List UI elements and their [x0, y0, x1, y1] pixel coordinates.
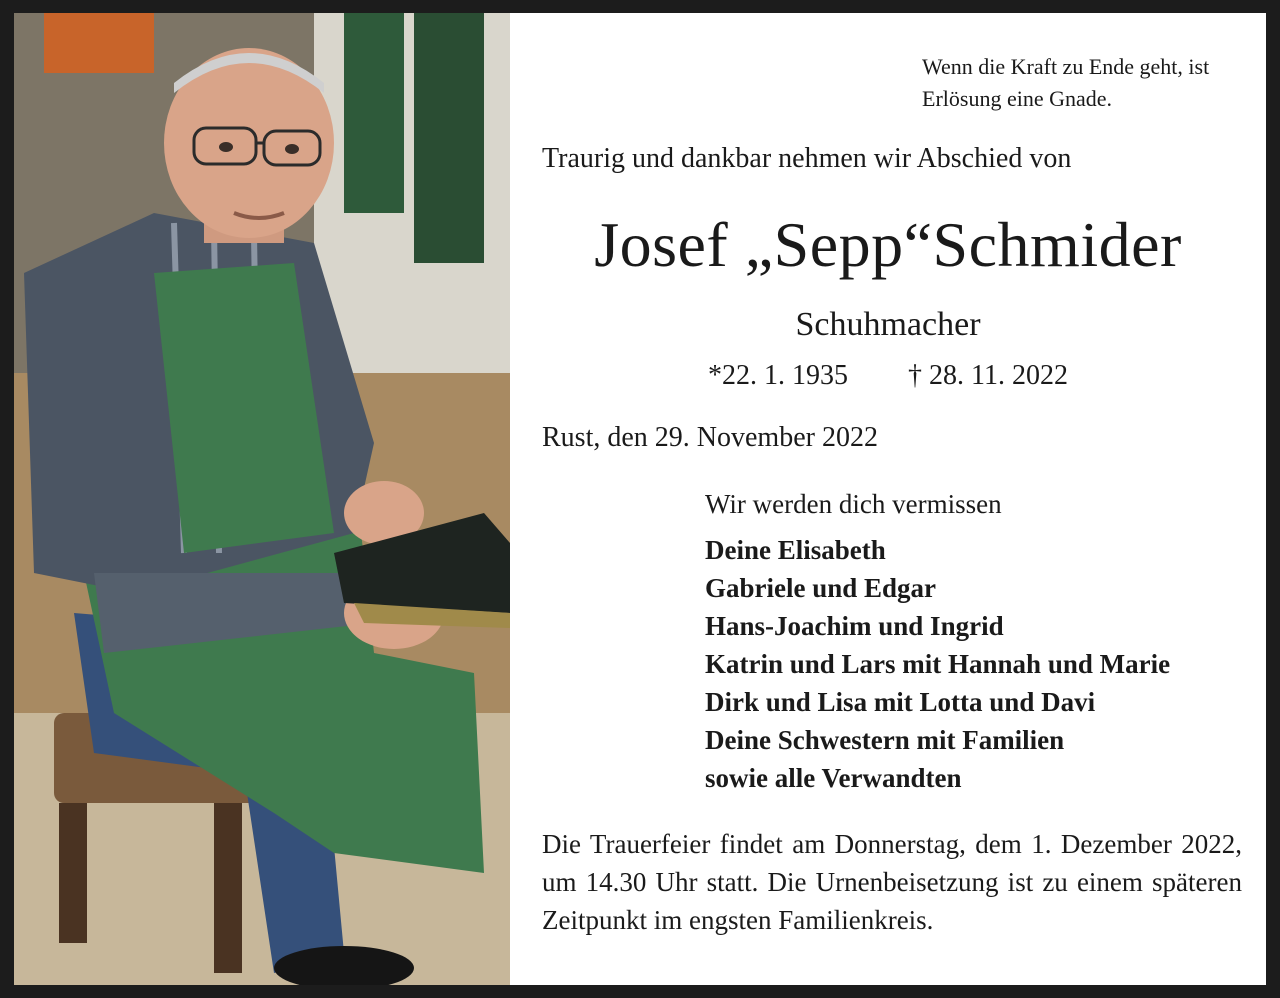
mourner-item: Katrin und Lars mit Hannah und Marie: [705, 649, 1171, 679]
birth-date: *22. 1. 1935: [708, 360, 849, 391]
mourner-item: Hans-Joachim und Ingrid: [705, 611, 1004, 641]
mourner-item: Gabriele und Edgar: [705, 573, 937, 603]
portrait-photo: [14, 13, 510, 985]
miss-line: Wir werden dich vermissen: [705, 489, 1002, 519]
mourner-item: Deine Schwestern mit Familien: [705, 725, 1065, 755]
life-dates: [510, 360, 1266, 392]
profession: Schuhmacher: [795, 306, 981, 343]
funeral-announcement: Die Trauerfeier findet am Donnerstag, dem 1. Dezember 2022, um 14.30 Uhr statt. Die Urnenbeisetzung ist zu einem späteren Zeitpunkt im engsten Familienkreis.: [542, 829, 1242, 935]
obituary-text-panel: [510, 13, 1266, 985]
death-date: † 28. 11. 2022: [908, 360, 1068, 391]
mourner-item: Dirk und Lisa mit Lotta und Davi: [705, 687, 1096, 717]
portrait-illustration: [14, 13, 510, 985]
place-date: Rust, den 29. November 2022: [542, 422, 878, 453]
mourner-item: Deine Elisabeth: [705, 535, 886, 565]
motto: Wenn die Kraft zu Ende geht, ist Erlösung eine Gnade.: [922, 54, 1210, 111]
mourners-list: [705, 531, 1170, 797]
intro-line: Traurig und dankbar nehmen wir Abschied von: [542, 143, 1072, 174]
mourner-item: sowie alle Verwandten: [705, 763, 962, 793]
deceased-name: Josef „Sepp“Schmider: [594, 209, 1182, 280]
